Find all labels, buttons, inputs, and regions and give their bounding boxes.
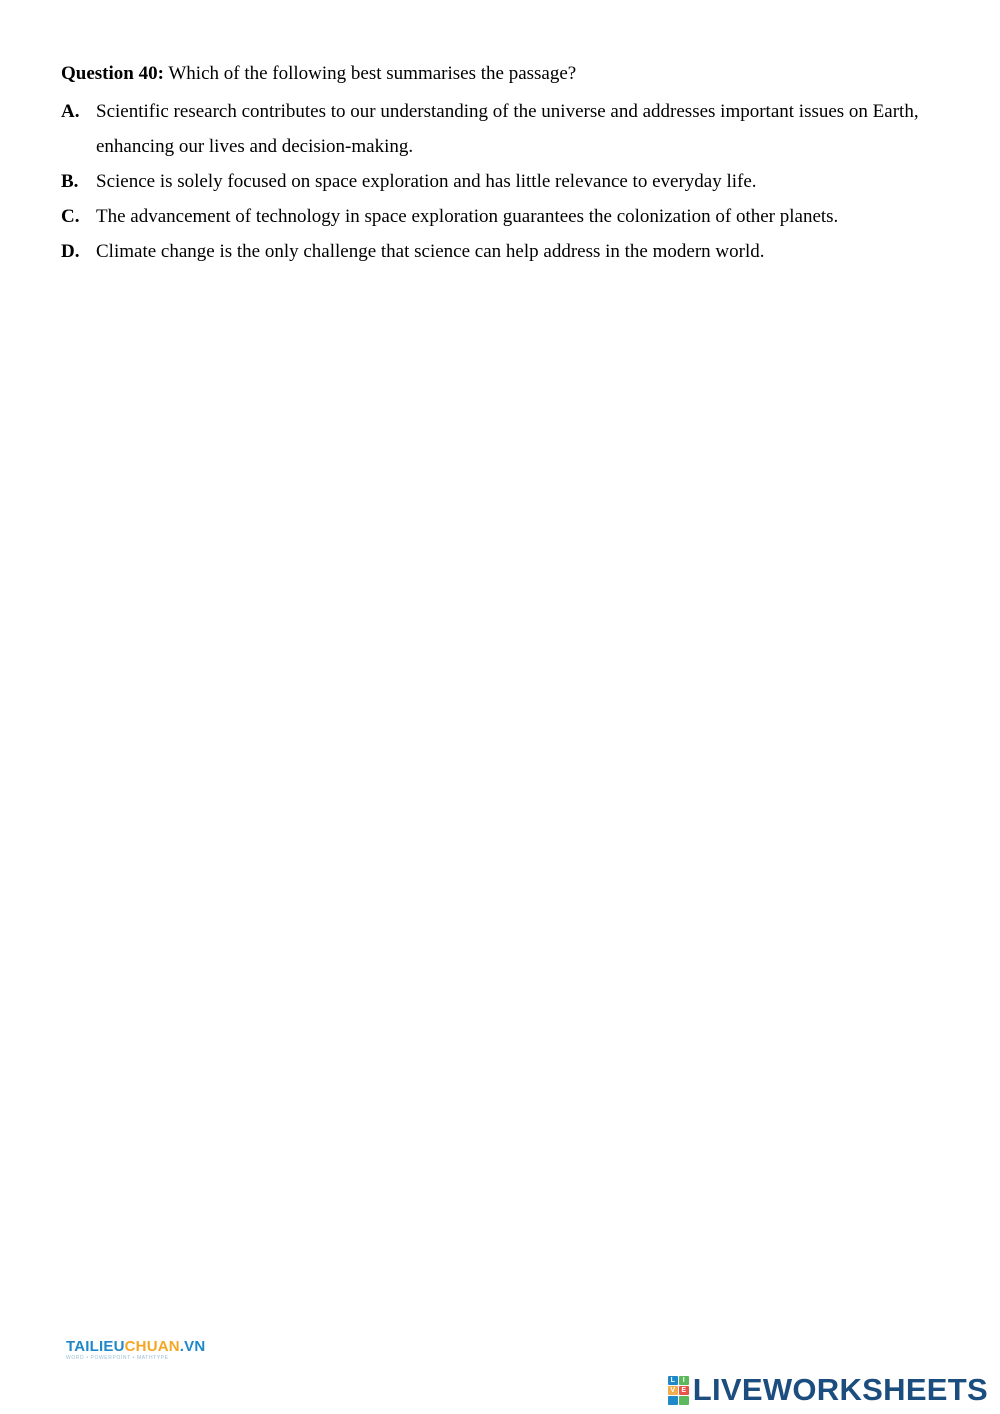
- option-letter: D.: [61, 241, 80, 262]
- watermark-title: [66, 1338, 205, 1355]
- question-heading: [61, 59, 941, 88]
- option-text: The advancement of technology in space exploration guarantees the colonization of other planets.: [96, 206, 839, 227]
- watermark-part-3: .VN: [179, 1338, 206, 1355]
- question-prompt: Which of the following best summarises the passage?: [168, 63, 577, 84]
- logo-block: L: [668, 1376, 678, 1385]
- option-text: Climate change is the only challenge that science can help address in the modern world.: [96, 241, 765, 262]
- watermark-part-2: CHUAN: [124, 1338, 180, 1355]
- tailieuchuan-watermark: [66, 1338, 205, 1361]
- logo-block: V: [668, 1386, 678, 1395]
- watermark-tagline: WORD • POWERPOINT • MATHTYPE: [66, 1355, 169, 1361]
- liveworksheets-logo: [668, 1372, 988, 1408]
- logo-block: I: [679, 1376, 689, 1385]
- logo-block: [668, 1396, 678, 1405]
- option-text: Science is solely focused on space exploration and has little relevance to everyday life.: [96, 171, 757, 192]
- logo-block: [679, 1396, 689, 1405]
- option-letter: A.: [61, 101, 80, 122]
- option-letter: B.: [61, 171, 79, 192]
- option-letter: C.: [61, 206, 80, 227]
- question-label: Question 40:: [61, 63, 164, 84]
- option-d: [61, 234, 941, 269]
- question-block: [61, 59, 941, 269]
- logo-blocks-icon: [668, 1376, 689, 1405]
- option-c: [61, 199, 941, 234]
- logo-name: LIVEWORKSHEETS: [692, 1372, 988, 1407]
- logo-block: E: [679, 1386, 689, 1395]
- option-a: [61, 94, 941, 164]
- watermark-part-1: TAILIEU: [66, 1338, 125, 1355]
- option-text: Scientific research contributes to our understanding of the universe and addresses important issues on Earth, enhancing our lives and decision-making.: [96, 101, 919, 157]
- option-b: [61, 164, 941, 199]
